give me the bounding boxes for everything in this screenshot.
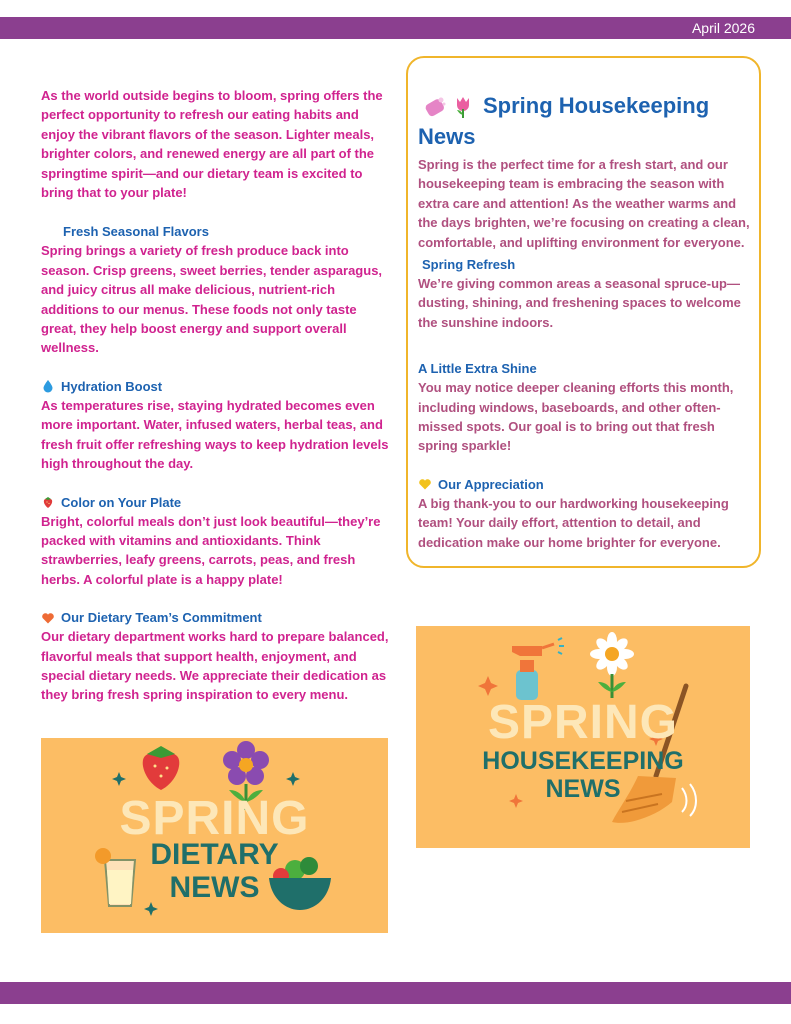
spray-bottle-icon (512, 638, 564, 700)
banner-title-dietary: DIETARY (150, 838, 279, 871)
dietary-column (41, 86, 389, 705)
section-body-hydration: As temperatures rise, staying hydrated becomes even more important. Water, infused waters, herbal teas, and fresh fruit offer refreshing ways to keep hydration levels high throughout the day. (41, 397, 389, 472)
issue-date: April 2026 (691, 20, 755, 36)
section-heading-hydration: Hydration Boost (41, 377, 389, 396)
header-bar (0, 17, 791, 39)
section-body-fresh-flavors: Spring brings a variety of fresh produce back into season. Crisp greens, sweet berries, tender asparagus, and juicy citrus all make delicious, nutrient-rich additions to our menus. These foods not only taste great, they help boost energy and support overall wellness. (41, 243, 383, 356)
tulip-icon (453, 95, 473, 119)
section-heading-dietary-team: Our Dietary Team’s Commitment (41, 608, 389, 627)
strawberry-icon (41, 495, 55, 509)
section-heading-fresh-flavors: Fresh Seasonal Flavors (63, 224, 209, 240)
housekeeping-box (406, 56, 761, 568)
section-body-extra-shine: You may notice deeper cleaning efforts this month, including windows, baseboards, and other often-missed spots. Our goal is to bring out that fresh spring sparkle! (418, 380, 734, 454)
section-body-appreciation: A big thank-you to our hardworking housekeeping team! Your daily effort, attention to detail, and dedication make our home brighter for everyone. (418, 495, 729, 550)
section-heading-appreciation: Our Appreciation (418, 475, 758, 494)
footer-bar (0, 982, 791, 1004)
section-body-dietary-team: Our dietary department works hard to prepare balanced, flavorful meals that support health, enjoyment, and special dietary needs. We appreciate their dedication as they bring fresh spring inspiration to every menu. (41, 629, 389, 703)
heart-icon (41, 611, 55, 625)
banner-title-housekeeping: HOUSEKEEPING (482, 747, 684, 775)
section-heading-color-plate: Color on Your Plate (41, 493, 389, 512)
section-body-color-plate: Bright, colorful meals don’t just look beautiful—they’re packed with vitamins and antioxidants. Think strawberries, leafy greens, carrots, peas, and fresh herbs. A colorful plate is a happy plate! (41, 513, 381, 587)
banner-title-news: NEWS (169, 871, 260, 904)
section-body-spring-refresh: We’re giving common areas a seasonal spruce-up—dusting, shining, and freshening spaces to welcome the sunshine indoors. (418, 276, 741, 330)
daisy-icon (590, 632, 634, 698)
dietary-banner (41, 738, 388, 933)
section-heading-spring-refresh: Spring Refresh (422, 257, 516, 273)
banner-title-spring: SPRING (487, 696, 679, 749)
banner-title-spring: SPRING (119, 792, 310, 845)
housekeeping-title: Spring Housekeeping News (418, 93, 710, 149)
dietary-intro: As the world outside begins to bloom, spring offers the perfect opportunity to refresh our eating habits and enjoy the vibrant flavors of the season. Lighter meals, brighter colors, and renewed energy are all part of the springtime spirit—and our dietary team is excited to bring that to your plate! (41, 88, 383, 201)
yellow-heart-icon (418, 477, 432, 491)
water-drop-icon (41, 379, 55, 393)
strawberry-icon (143, 746, 180, 790)
housekeeping-intro: Spring is the perfect time for a fresh start, and our housekeeping team is embracing the season with extra care and attention! As the weather warms and the days brighten, we’re focusing on creating a clean, comfortable, and uplifting environment for everyone. (418, 157, 750, 250)
section-heading-extra-shine: A Little Extra Shine (418, 361, 537, 377)
housekeeping-banner (416, 626, 750, 848)
banner-title-news: NEWS (545, 775, 621, 803)
soap-icon (423, 95, 447, 119)
